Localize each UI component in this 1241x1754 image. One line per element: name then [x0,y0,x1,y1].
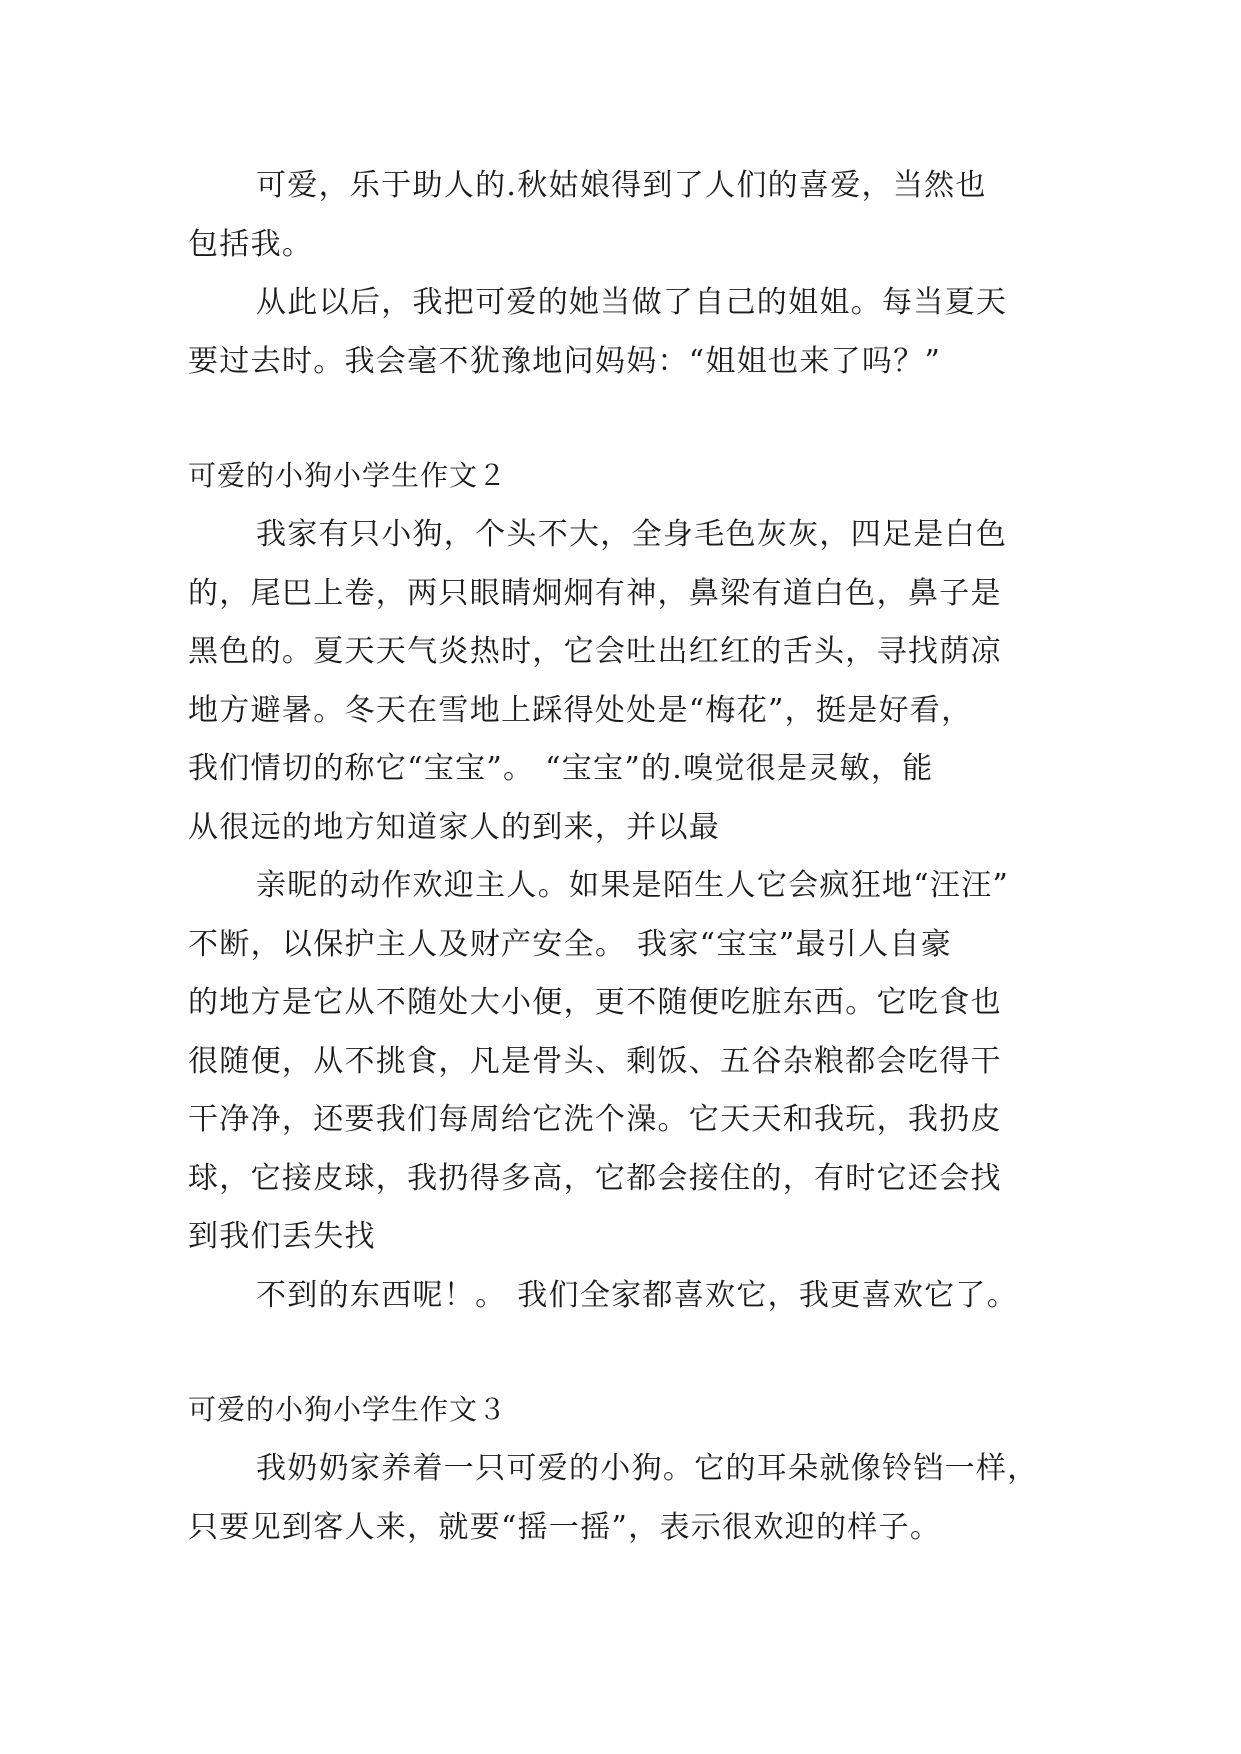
paragraph-line: 从很远的地方知道家人的到来，并以最 [188,810,721,845]
paragraph-line: 球，它接皮球，我扔得多高，它都会接住的，有时它还会找 [188,1161,1002,1196]
paragraph-line: 我们情切的称它“宝宝”。 “宝宝”的.嗅觉很是灵敏，能 [188,751,934,786]
paragraph-line: 我奶奶家养着一只可爱的小狗。它的耳朵就像铃铛一样， [256,1451,1039,1486]
essay-heading: 可爱的小狗小学生作文３ [188,1393,508,1426]
paragraph-line: 包括我。 [188,227,314,262]
paragraph-line: 从此以后，我把可爱的她当做了自己的姐姐。每当夏天 [256,285,1008,320]
paragraph-line: 只要见到客人来，就要“摇一摇”，表示很欢迎的样子。 [188,1510,942,1545]
paragraph-line: 我家有只小狗，个头不大，全身毛色灰灰，四足是白色 [256,517,1008,552]
paragraph-line: 要过去时。我会毫不犹豫地问妈妈：“姐姐也来了吗？” [188,344,942,379]
paragraph-line: 黑色的。夏天天气炎热时，它会吐出红红的舌头，寻找荫凉 [188,634,1002,669]
paragraph-line: 可爱，乐于助人的.秋姑娘得到了人们的喜爱，当然也 [256,168,987,203]
paragraph-line: 亲昵的动作欢迎主人。如果是陌生人它会疯狂地“汪汪” [256,868,1010,903]
paragraph-line: 不断，以保护主人及财产安全。 我家“宝宝”最引人自豪 [188,927,953,962]
paragraph-line: 干净净，还要我们每周给它洗个澡。它天天和我玩，我扔皮 [188,1102,1002,1137]
paragraph-line: 的地方是它从不随处大小便，更不随便吃脏东西。它吃食也 [188,985,1002,1020]
paragraph-line: 不到的东西呢！。 我们全家都喜欢它，我更喜欢它了。 [256,1278,1019,1313]
paragraph-line: 很随便，从不挑食，凡是骨头、剩饭、五谷杂粮都会吃得干 [188,1044,1002,1079]
paragraph-line: 到我们丢失找 [188,1219,376,1254]
paragraph-line: 地方避暑。冬天在雪地上踩得处处是“梅花”，挺是好看， [188,693,973,728]
essay-heading: 可爱的小狗小学生作文２ [188,459,508,492]
paragraph-line: 的，尾巴上卷，两只眼睛炯炯有神，鼻梁有道白色，鼻子是 [188,576,1002,611]
